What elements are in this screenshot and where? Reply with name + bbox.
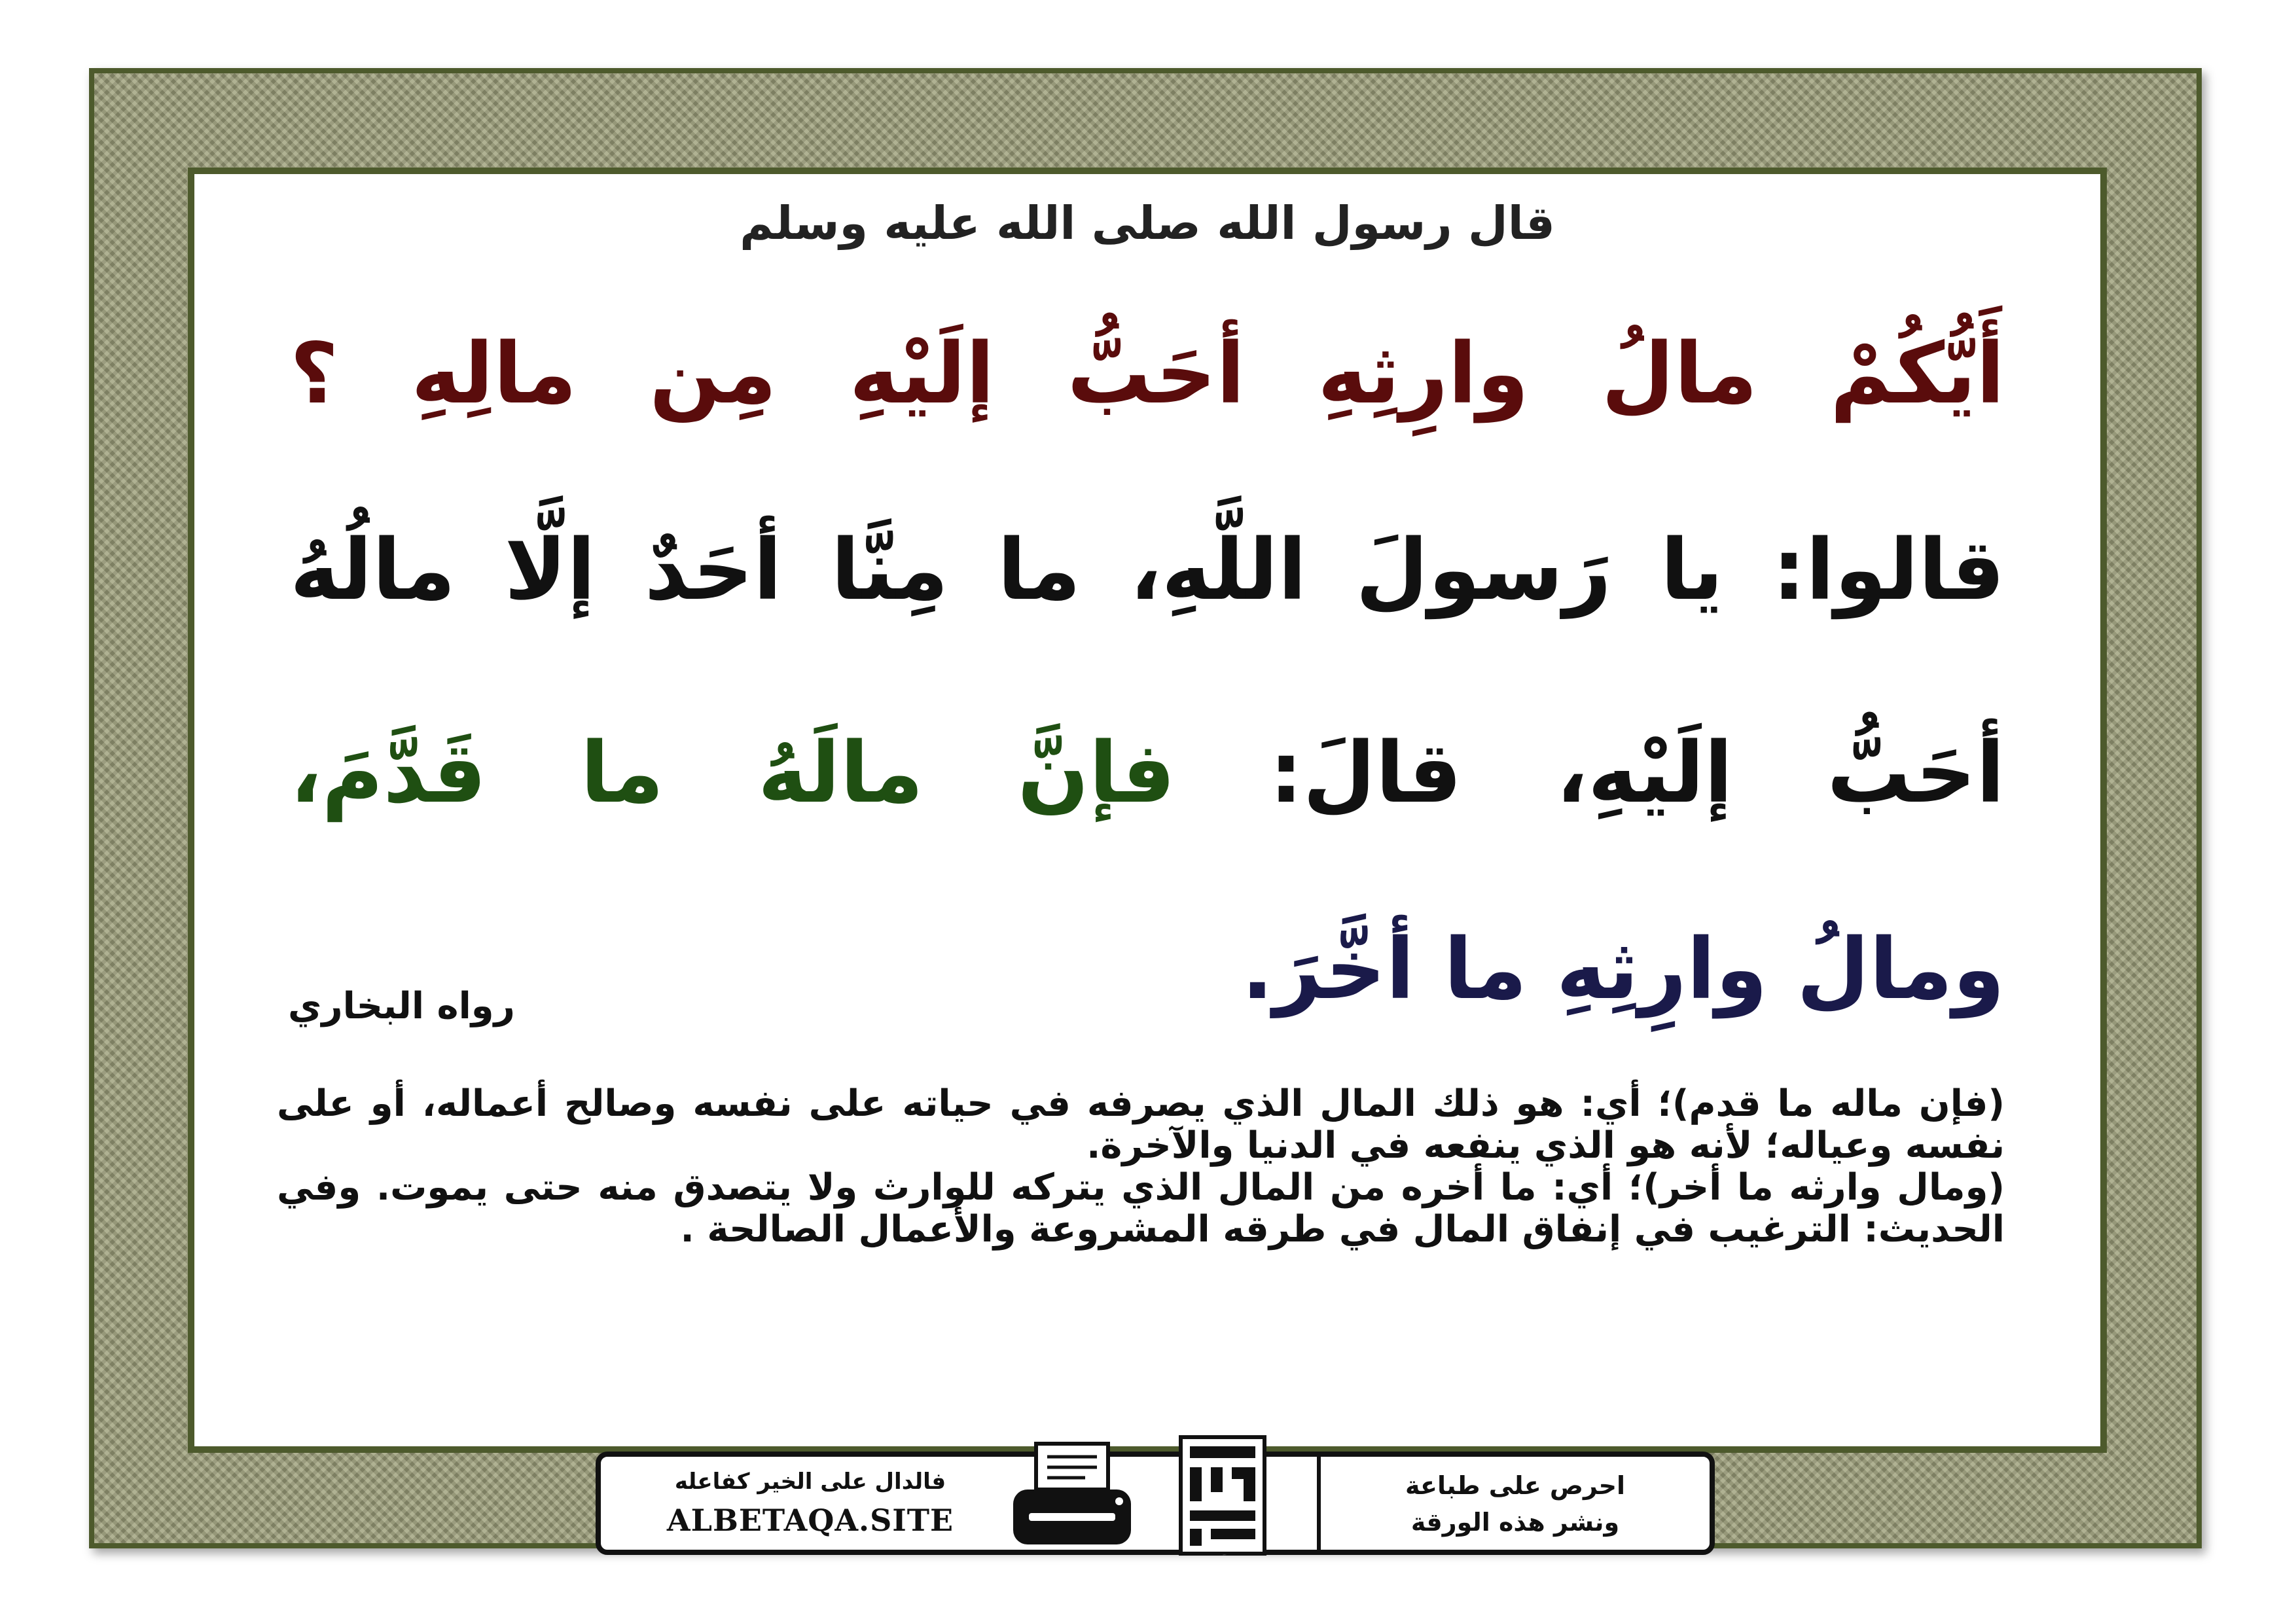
hadith-line-3-green: فإنَّ مالَهُ ما قَدَّمَ، xyxy=(290,724,1175,822)
logo-icon xyxy=(1177,1433,1268,1558)
footer-right-line-2: ونشر هذه الورقة xyxy=(1410,1508,1620,1537)
footer-motto: فالدال على الخير كفاعله xyxy=(674,1469,946,1495)
explanation-paragraph-2: (ومال وارثه ما أخر)؛ أي: ما أخره من المال الذي يتركه للوارث ولا يتصدق منه حتى يموت. وفي الحديث: الترغيب في إنفاق المال في طرقه المشروعة والأعمال الصالحة . xyxy=(277,1166,2005,1251)
hadith-line-3 xyxy=(290,724,2005,822)
footer-right xyxy=(1317,1457,1710,1550)
printer-icon xyxy=(1007,1440,1138,1550)
source-attribution: رواه البخاري xyxy=(288,985,515,1027)
footer-left xyxy=(601,1457,1020,1550)
footer-right-line-1: احرص على طباعة xyxy=(1405,1471,1626,1500)
heading: قال رسول الله صلى الله عليه وسلم xyxy=(740,196,1555,250)
footer-bar xyxy=(596,1452,1715,1555)
hadith-line-2: قالوا: يا رَسولَ اللَّهِ، ما مِنَّا أحَدٌ إلَّا مالُهُ xyxy=(290,522,2005,619)
hadith-line-1: أَيُّكُمْ مالُ وارِثِهِ أحَبُّ إلَيْهِ مِن مالِهِ ؟ xyxy=(290,325,2005,423)
footer-site[interactable]: ALBETAQA.SITE xyxy=(666,1503,954,1538)
explanation-paragraph-1: (فإن ماله ما قدم)؛ أي: هو ذلك المال الذي يصرفه في حياته على نفسه وصالح أعماله، أو على نفسه وعياله؛ لأنه هو الذي ينفعه في الدنيا والآخرة. xyxy=(277,1082,2005,1167)
hadith-line-4: ومالُ وارِثِهِ ما أخَّرَ. xyxy=(1241,921,2005,1018)
logo-text: دعوتة الورقة xyxy=(1223,1555,1227,1556)
explanation xyxy=(277,1083,2005,1251)
hadith-line-3-black: أحَبُّ إلَيْهِ، قالَ: xyxy=(1269,724,2005,822)
